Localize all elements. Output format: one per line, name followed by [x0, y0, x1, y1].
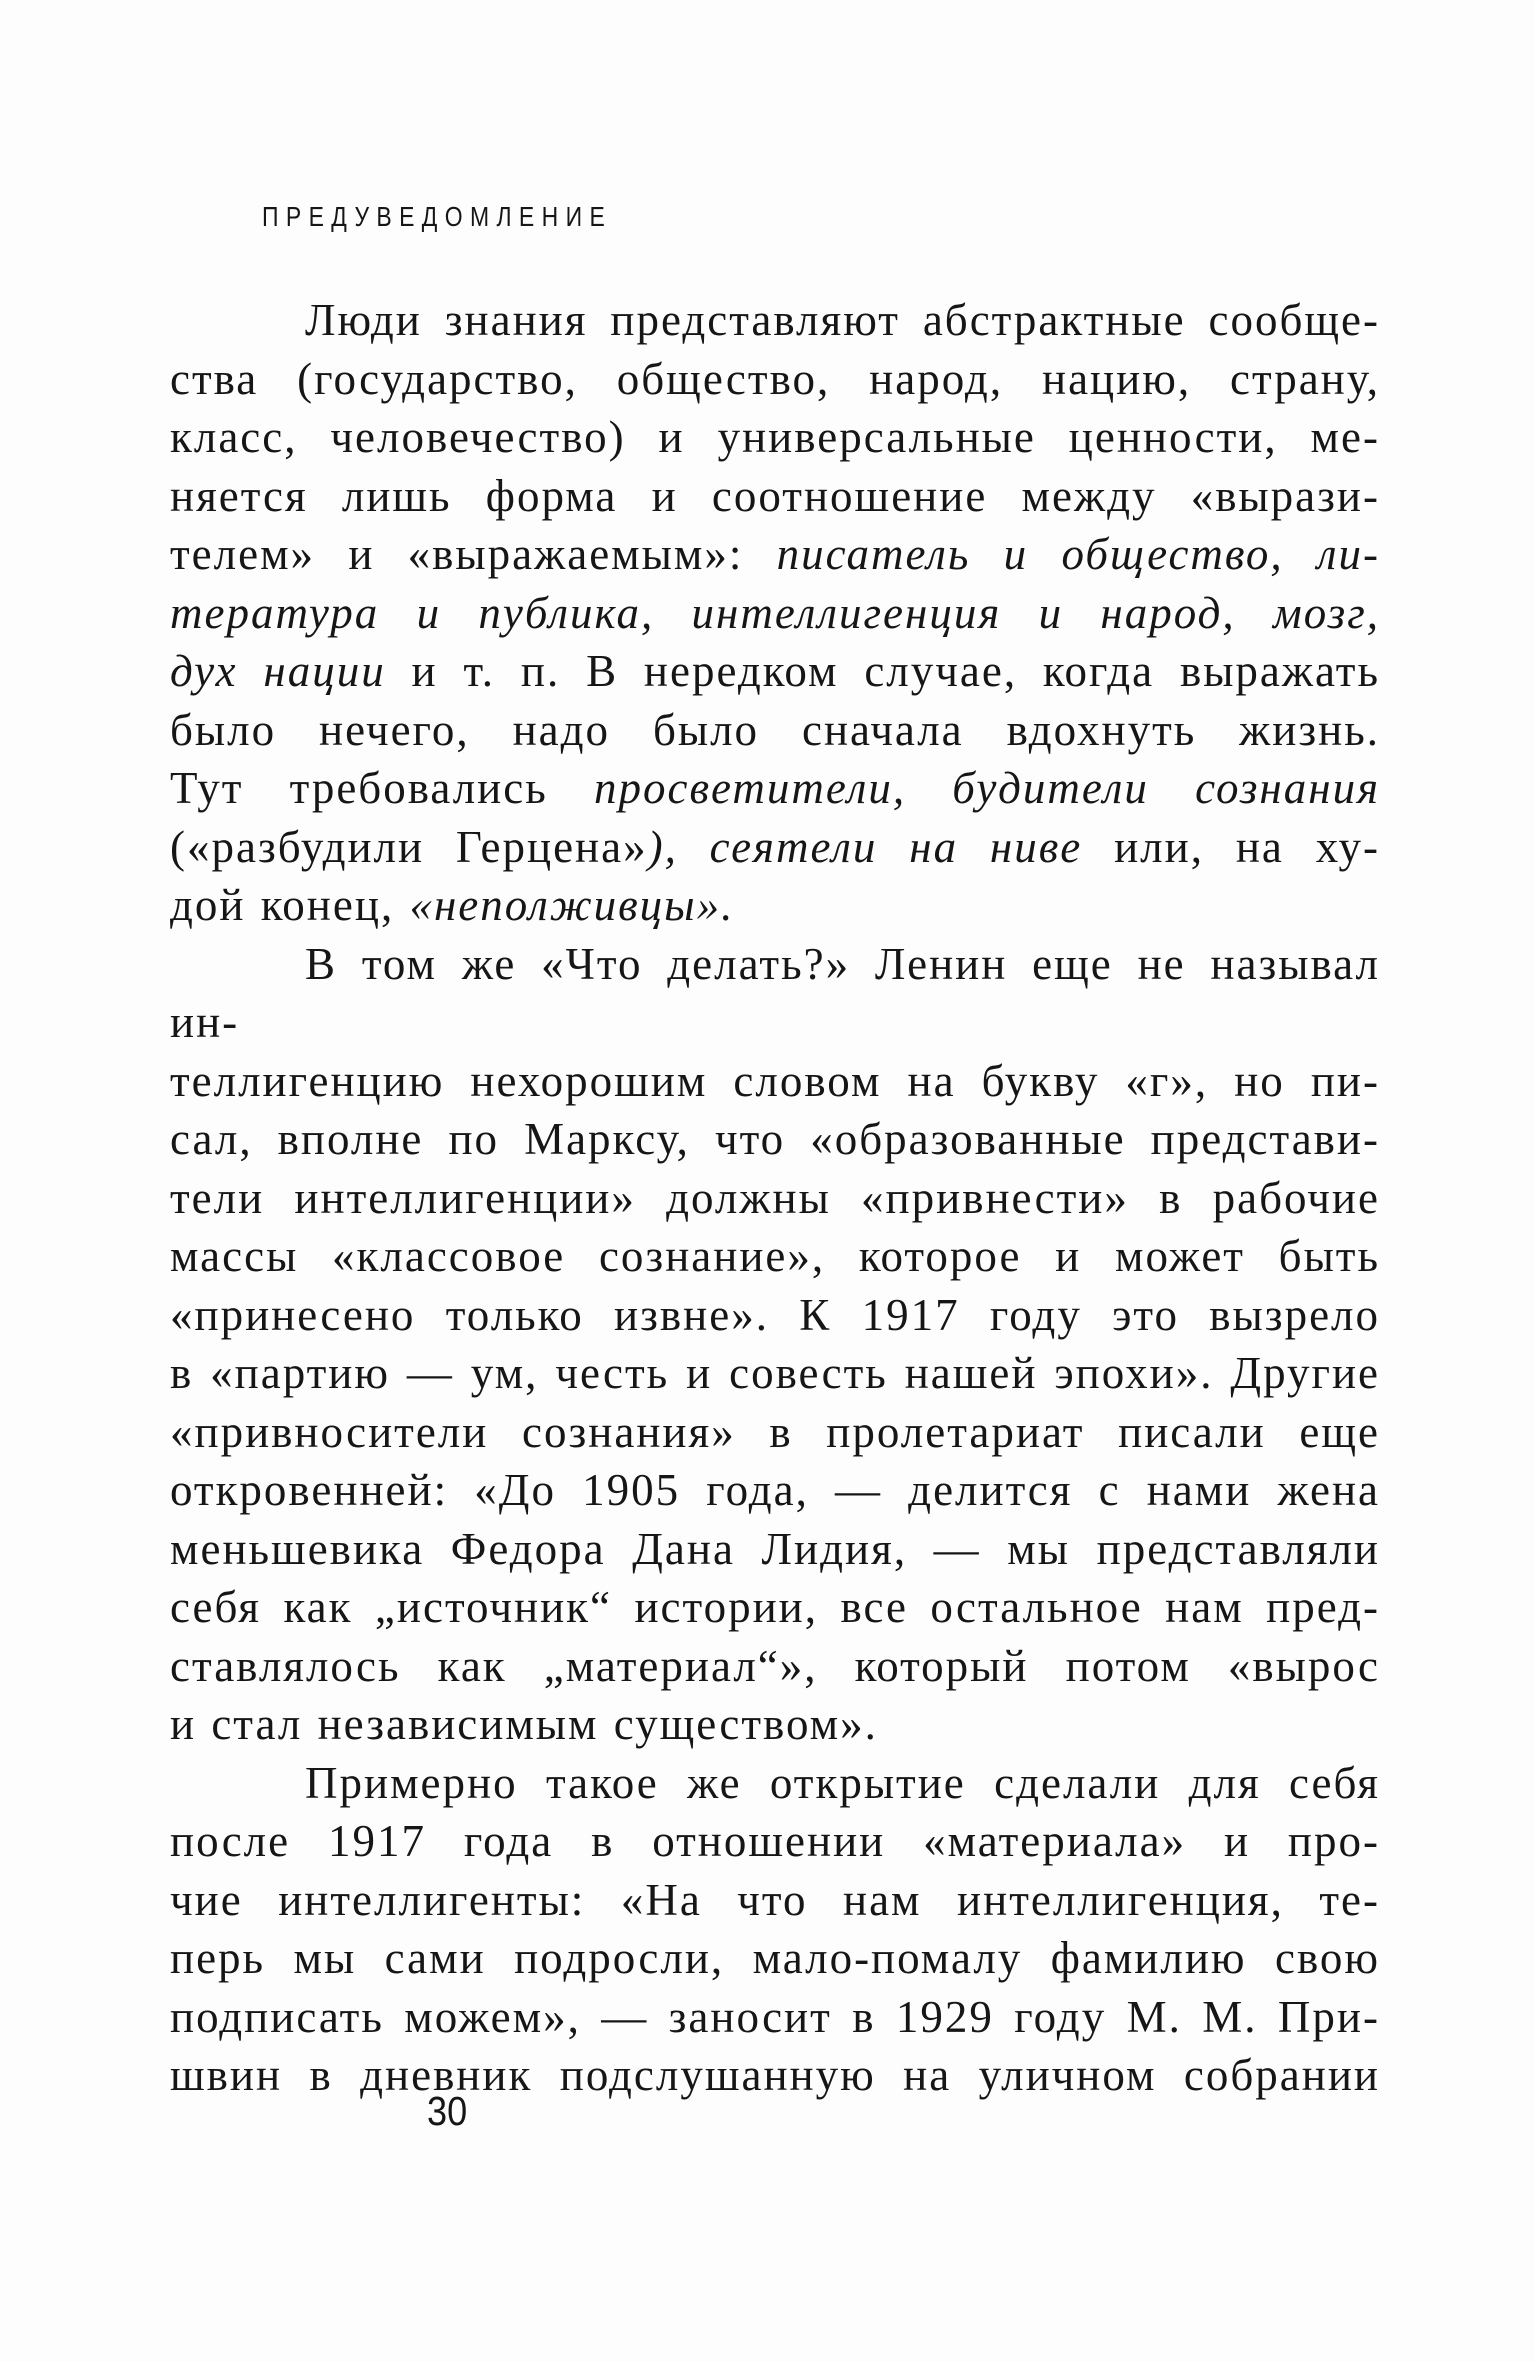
text-segment: массы «классовое сознание», которое и может быть: [170, 1231, 1380, 1281]
italic-text-segment: просветители, будители сознания: [593, 763, 1380, 813]
text-segment: телем» и «выражаемым»:: [170, 529, 777, 579]
text-segment: В том же «Что делать?» Ленин еще не называл ин-: [170, 938, 1380, 1047]
text-line: [170, 1695, 1380, 1754]
text-line: [170, 876, 1380, 935]
text-line: [170, 291, 1380, 350]
text-line: [170, 1227, 1380, 1286]
text-segment: («разбудили Герцена»: [170, 821, 648, 872]
text-line: [170, 584, 1380, 643]
text-segment: откровенней: «До 1905 года, — делится с нами жена: [170, 1465, 1380, 1515]
text-segment: няется лишь форма и соотношение между «вырази-: [170, 470, 1380, 521]
text-segment: «привносители сознания» в пролетариат писали еще: [170, 1406, 1380, 1457]
text-line: [170, 1169, 1380, 1228]
italic-text-segment: тература и публика, интеллигенция и народ, мозг,: [170, 587, 1380, 638]
text-segment: Люди знания представляют абстрактные сообще-: [305, 295, 1380, 345]
text-line: [170, 1929, 1380, 1988]
text-line: [170, 408, 1380, 467]
text-line: [170, 1403, 1380, 1462]
text-segment: дой конец,: [170, 880, 410, 930]
text-line: [170, 1286, 1380, 1345]
text-segment: подписать можем», — заносит в 1929 году М. М. При-: [170, 1991, 1380, 2042]
text-segment: Примерно такое же открытие сделали для себя: [305, 1757, 1380, 1808]
text-segment: было нечего, надо было сначала вдохнуть жизнь.: [170, 704, 1380, 755]
body-text: [170, 291, 1380, 2105]
text-line: [170, 1110, 1380, 1169]
text-segment: себя как „источник“ истории, все остальное нам пред-: [170, 1582, 1380, 1632]
text-segment: тели интеллигенции» должны «привнести» в рабочие: [170, 1172, 1380, 1223]
text-line: [170, 1344, 1380, 1403]
text-segment: или, на ху-: [1082, 821, 1380, 872]
italic-text-segment: ), сеятели на ниве: [647, 821, 1083, 872]
text-line: [170, 1637, 1380, 1696]
text-line: [170, 525, 1380, 584]
text-line: [170, 1988, 1380, 2047]
text-line: [170, 935, 1380, 1052]
text-line: [170, 1578, 1380, 1637]
text-segment: ства (государство, общество, народ, нацию, страну,: [170, 353, 1380, 404]
text-line: [170, 759, 1380, 818]
text-segment: и т. п. В нередком случае, когда выражать: [385, 646, 1380, 696]
text-line: [170, 1461, 1380, 1520]
text-segment: швин в дневник подслушанную на уличном собрании: [170, 2050, 1380, 2100]
running-head: ПРЕДУВЕДОМЛЕНИЕ: [262, 201, 613, 232]
text-segment: в «партию — ум, честь и совесть нашей эпохи». Другие: [170, 1348, 1380, 1398]
text-segment: ставлялось как „материал“», который потом «вырос: [170, 1640, 1380, 1691]
text-segment: после 1917 года в отношении «материала» и про-: [170, 1816, 1380, 1866]
italic-text-segment: дух нации: [170, 646, 386, 696]
text-line: [170, 1871, 1380, 1930]
text-segment: теллигенцию нехорошим словом на букву «г», но пи-: [170, 1055, 1380, 1106]
text-segment: «принесено только извне». К 1917 году это вызрело: [170, 1289, 1380, 1340]
text-line: [170, 1812, 1380, 1871]
page-number: 30: [427, 2088, 468, 2134]
text-line: [170, 1520, 1380, 1579]
text-line: [170, 1052, 1380, 1111]
italic-text-segment: «неполживцы».: [409, 880, 735, 930]
text-line: [170, 467, 1380, 526]
text-line: [170, 2046, 1380, 2105]
text-line: [170, 701, 1380, 760]
text-line: [170, 350, 1380, 409]
text-line: [170, 1754, 1380, 1813]
text-segment: меньшевика Федора Дана Лидия, — мы представляли: [170, 1523, 1380, 1574]
text-segment: Тут требовались: [170, 763, 594, 813]
italic-text-segment: писатель и общество, ли-: [776, 529, 1380, 579]
text-segment: сал, вполне по Марксу, что «образованные представи-: [170, 1114, 1380, 1164]
text-segment: перь мы сами подросли, мало-помалу фамилию свою: [170, 1933, 1380, 1983]
text-line: [170, 642, 1380, 701]
text-line: [170, 818, 1380, 877]
text-segment: и стал независимым существом».: [170, 1699, 878, 1749]
text-segment: класс, человечество) и универсальные ценности, ме-: [170, 412, 1380, 462]
text-segment: чие интеллигенты: «На что нам интеллигенция, те-: [170, 1874, 1380, 1925]
